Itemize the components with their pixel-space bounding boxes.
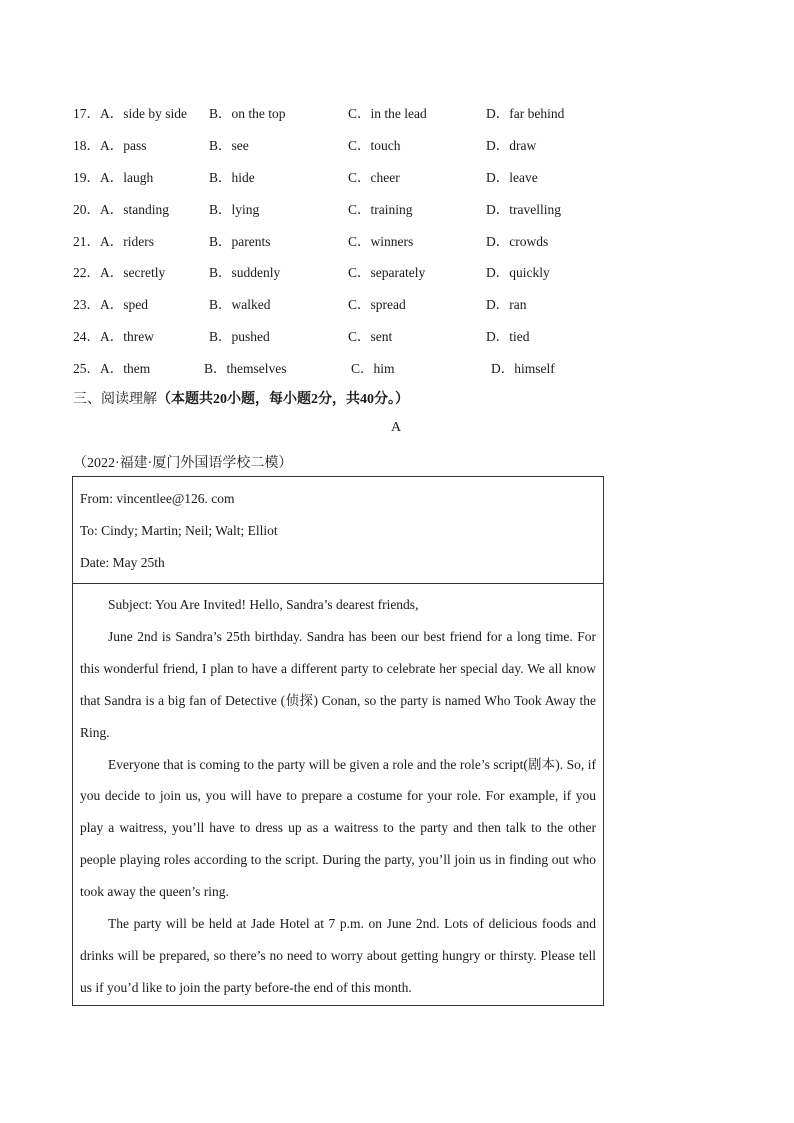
email-subject: Subject: You Are Invited! Hello, Sandra’s dearest friends, bbox=[108, 597, 419, 612]
option-c: C．touch bbox=[348, 138, 401, 153]
option-a: A．sped bbox=[100, 297, 148, 312]
option-c: C．cheer bbox=[348, 170, 400, 185]
question-row-18 bbox=[73, 134, 633, 154]
option-b: B．suddenly bbox=[209, 265, 281, 280]
question-number: 19． bbox=[73, 170, 100, 185]
option-c: C．in the lead bbox=[348, 106, 427, 121]
option-a: A．them bbox=[100, 361, 151, 376]
option-a: A．pass bbox=[100, 138, 147, 153]
section-title: 三、阅读理解 bbox=[73, 392, 157, 407]
option-d: D．ran bbox=[486, 297, 527, 312]
option-b: B．themselves bbox=[204, 361, 287, 376]
question-number: 18． bbox=[73, 138, 100, 153]
question-row-23 bbox=[73, 293, 633, 313]
email-from: From: vincentlee@126. com bbox=[80, 491, 235, 506]
question-number: 21． bbox=[73, 234, 100, 249]
email-body bbox=[80, 589, 596, 1004]
question-number: 17． bbox=[73, 106, 100, 121]
option-b: B．walked bbox=[209, 297, 271, 312]
paragraph-1: June 2nd is Sandra’s 25th birthday. Sandra has been our best friend for a long time. For this wonderful friend, I plan to have a different party to celebrate her special day. We all know that Sandra is a big fan of Detective (侦探) Conan, so the party is named Who Took Away the Ring. bbox=[80, 628, 596, 740]
option-b: B．see bbox=[209, 138, 249, 153]
section-heading bbox=[73, 388, 409, 408]
option-a: A．secretly bbox=[100, 265, 166, 280]
option-b: B．on the top bbox=[209, 106, 286, 121]
option-a: A．standing bbox=[100, 202, 169, 217]
option-b: B．parents bbox=[209, 234, 271, 249]
option-d: D．draw bbox=[486, 138, 537, 153]
option-d: D．crowds bbox=[486, 234, 549, 249]
option-a: A．threw bbox=[100, 329, 154, 344]
option-b: B．lying bbox=[209, 202, 260, 217]
option-d: D．quickly bbox=[486, 265, 550, 280]
question-row-25 bbox=[73, 357, 633, 377]
question-row-17 bbox=[73, 102, 633, 122]
option-c: C．him bbox=[351, 361, 395, 376]
passage-letter: A bbox=[391, 420, 402, 435]
question-row-19 bbox=[73, 166, 633, 186]
email-box bbox=[72, 476, 604, 1006]
option-d: D．travelling bbox=[486, 202, 561, 217]
question-number: 25． bbox=[73, 361, 100, 376]
option-d: D．tied bbox=[486, 329, 530, 344]
question-number: 20． bbox=[73, 202, 100, 217]
question-number: 24． bbox=[73, 329, 100, 344]
question-row-21 bbox=[73, 230, 633, 250]
section-note: （本题共20小题，每小题2分，共40分。） bbox=[157, 392, 409, 407]
option-c: C．separately bbox=[348, 265, 426, 280]
passage-source: （2022·福建·厦门外国语学校二模） bbox=[73, 456, 293, 471]
option-a: A．laugh bbox=[100, 170, 154, 185]
question-number: 22． bbox=[73, 265, 100, 280]
option-d: D．far behind bbox=[486, 106, 565, 121]
email-date: Date: May 25th bbox=[80, 555, 165, 570]
option-c: C．winners bbox=[348, 234, 414, 249]
option-b: B．pushed bbox=[209, 329, 270, 344]
option-c: C．sent bbox=[348, 329, 393, 344]
paragraph-3: The party will be held at Jade Hotel at 7 p.m. on June 2nd. Lots of delicious foods and drinks will be prepared, so there’s no need to worry about getting hungry or thirsty. Please tell us if you’d like to join the party before-the end of this month. bbox=[80, 916, 596, 995]
email-to: To: Cindy; Martin; Neil; Walt; Elliot bbox=[80, 523, 278, 538]
question-row-22 bbox=[73, 261, 633, 281]
question-row-24 bbox=[73, 325, 633, 345]
option-d: D．leave bbox=[486, 170, 538, 185]
question-number: 23． bbox=[73, 297, 100, 312]
email-header bbox=[73, 477, 603, 584]
option-c: C．spread bbox=[348, 297, 406, 312]
option-a: A．side by side bbox=[100, 106, 187, 121]
option-c: C．training bbox=[348, 202, 413, 217]
option-d: D．himself bbox=[491, 361, 555, 376]
question-row-20 bbox=[73, 198, 633, 218]
option-a: A．riders bbox=[100, 234, 154, 249]
option-b: B．hide bbox=[209, 170, 255, 185]
paragraph-2: Everyone that is coming to the party will be given a role and the role’s script(剧本). So, if you decide to join us, you will have to prepare a costume for your role. For example, if you play a waitress, you’ll have to dress up as a waitress to the party and then talk to the other people playing roles according to the script. During the party, you’ll join us in finding out who took away the queen’s ring. bbox=[80, 756, 596, 900]
